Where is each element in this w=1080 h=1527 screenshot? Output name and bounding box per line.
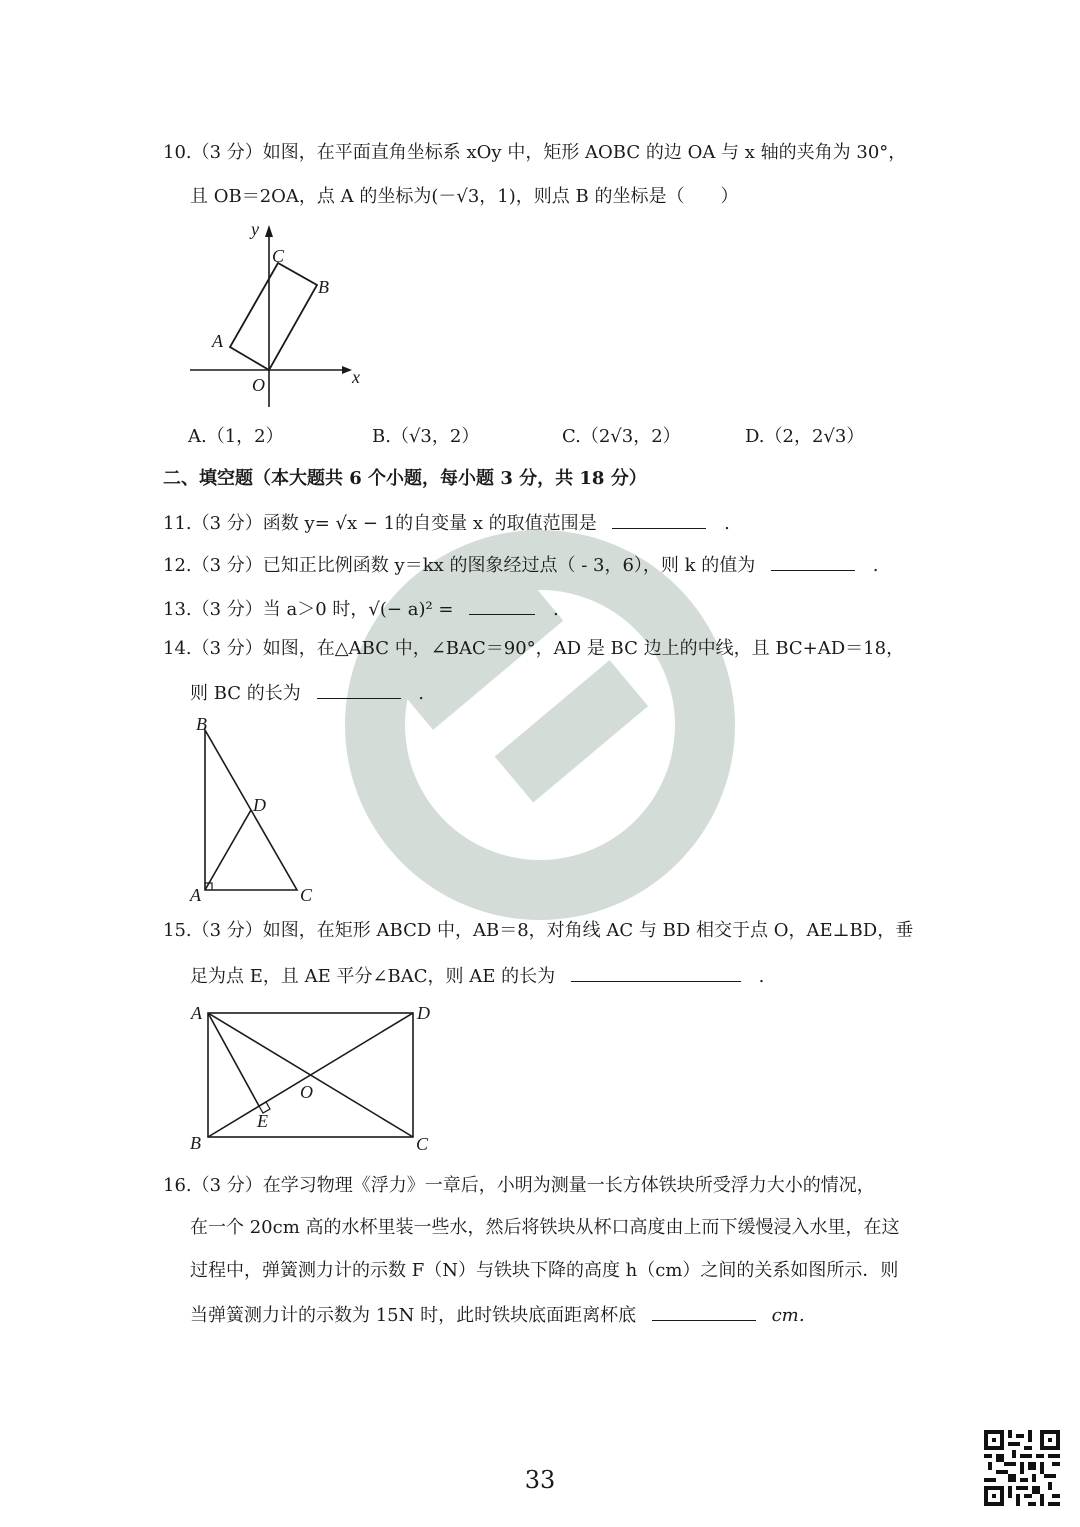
q15-line1: 15.（3 分）如图，在矩形 ABCD 中，AB＝8，对角线 AC 与 BD 相交于点 O，AE⊥BD，垂 bbox=[163, 920, 914, 941]
q10-option-b: B.（√3，2） bbox=[372, 426, 480, 447]
q13-end: . bbox=[552, 599, 559, 620]
q15-label-c: C bbox=[416, 1134, 429, 1154]
page-number: 33 bbox=[524, 1466, 556, 1494]
q10-option-c: C.（2√3，2） bbox=[562, 426, 681, 447]
q10-line1: 10.（3 分）如图，在平面直角坐标系 xOy 中，矩形 AOBC 的边 OA 与 x 轴的夹角为 30°， bbox=[163, 142, 907, 163]
q10-label-x: x bbox=[352, 367, 360, 387]
watermark-logo bbox=[335, 520, 745, 930]
q14-answer-blank[interactable] bbox=[317, 680, 401, 699]
q10-option-d: D.（2，2√3） bbox=[745, 426, 865, 447]
q13-text: 13.（3 分）当 a＞0 时，√(− a)² = bbox=[163, 599, 454, 620]
q16-text: 当弹簧测力计的示数为 15N 时，此时铁块底面距离杯底 bbox=[190, 1305, 637, 1326]
q12-text: 12.（3 分）已知正比例函数 y＝kx 的图象经过点（ - 3，6），则 k 的值为 bbox=[163, 555, 756, 576]
q12-end: . bbox=[872, 555, 879, 576]
q14-figure bbox=[180, 708, 330, 908]
q10-label-c: C bbox=[272, 246, 285, 266]
q14-label-a: A bbox=[190, 885, 201, 905]
q15-line2 bbox=[190, 963, 764, 988]
q16-answer-blank[interactable] bbox=[652, 1302, 756, 1321]
q10-figure bbox=[180, 215, 380, 410]
q14-label-c: C bbox=[300, 885, 313, 905]
q15-figure bbox=[180, 995, 450, 1160]
q14-line2 bbox=[190, 680, 424, 705]
q10-label-a: A bbox=[212, 331, 223, 351]
q16-line4 bbox=[190, 1302, 817, 1327]
q14-label-b: B bbox=[196, 714, 207, 734]
q16-line2: 在一个 20cm 高的水杯里装一些水，然后将铁块从杯口高度由上而下缓慢浸入水里，在这 bbox=[190, 1217, 900, 1238]
q15-answer-blank[interactable] bbox=[571, 963, 741, 982]
q14-text: 则 BC 的长为 bbox=[190, 683, 301, 704]
q11-line bbox=[163, 510, 730, 535]
q10-line2: 且 OB＝2OA，点 A 的坐标为(－√3，1)，则点 B 的坐标是（ ） bbox=[190, 186, 739, 207]
q15-label-o: O bbox=[300, 1082, 313, 1102]
q13-answer-blank[interactable] bbox=[469, 596, 535, 615]
q15-label-a: A bbox=[191, 1003, 202, 1023]
q16-end: cm． bbox=[771, 1305, 817, 1326]
q10-label-b: B bbox=[318, 277, 329, 297]
q15-text: 足为点 E，且 AE 平分∠BAC，则 AE 的长为 bbox=[190, 966, 556, 987]
q12-line bbox=[163, 552, 878, 577]
q14-label-d: D bbox=[253, 795, 266, 815]
q15-end: . bbox=[758, 966, 765, 987]
q15-label-b: B bbox=[190, 1133, 201, 1153]
q10-option-a: A.（1，2） bbox=[188, 426, 284, 447]
q14-end: . bbox=[418, 683, 424, 704]
q12-answer-blank[interactable] bbox=[771, 552, 855, 571]
q10-label-o: O bbox=[252, 375, 265, 395]
section-heading: 二、填空题（本大题共 6 个小题，每小题 3 分，共 18 分） bbox=[163, 468, 647, 489]
q16-line3: 过程中，弹簧测力计的示数 F（N）与铁块下降的高度 h（cm）之间的关系如图所示．则 bbox=[190, 1260, 899, 1281]
qr-code-icon[interactable] bbox=[984, 1430, 1060, 1506]
q15-label-d: D bbox=[417, 1003, 430, 1023]
q14-line1: 14.（3 分）如图，在△ABC 中，∠BAC＝90°，AD 是 BC 边上的中线，且 BC+AD＝18， bbox=[163, 638, 905, 659]
q16-line1: 16.（3 分）在学习物理《浮力》一章后，小明为测量一长方体铁块所受浮力大小的情况， bbox=[163, 1175, 875, 1196]
q11-answer-blank[interactable] bbox=[612, 510, 706, 529]
q10-label-y: y bbox=[251, 219, 259, 239]
q11-end: . bbox=[724, 513, 730, 534]
q11-text: 11.（3 分）函数 y= √x − 1的自变量 x 的取值范围是 bbox=[163, 513, 597, 534]
q15-label-e: E bbox=[257, 1111, 268, 1131]
q13-line bbox=[163, 596, 559, 621]
